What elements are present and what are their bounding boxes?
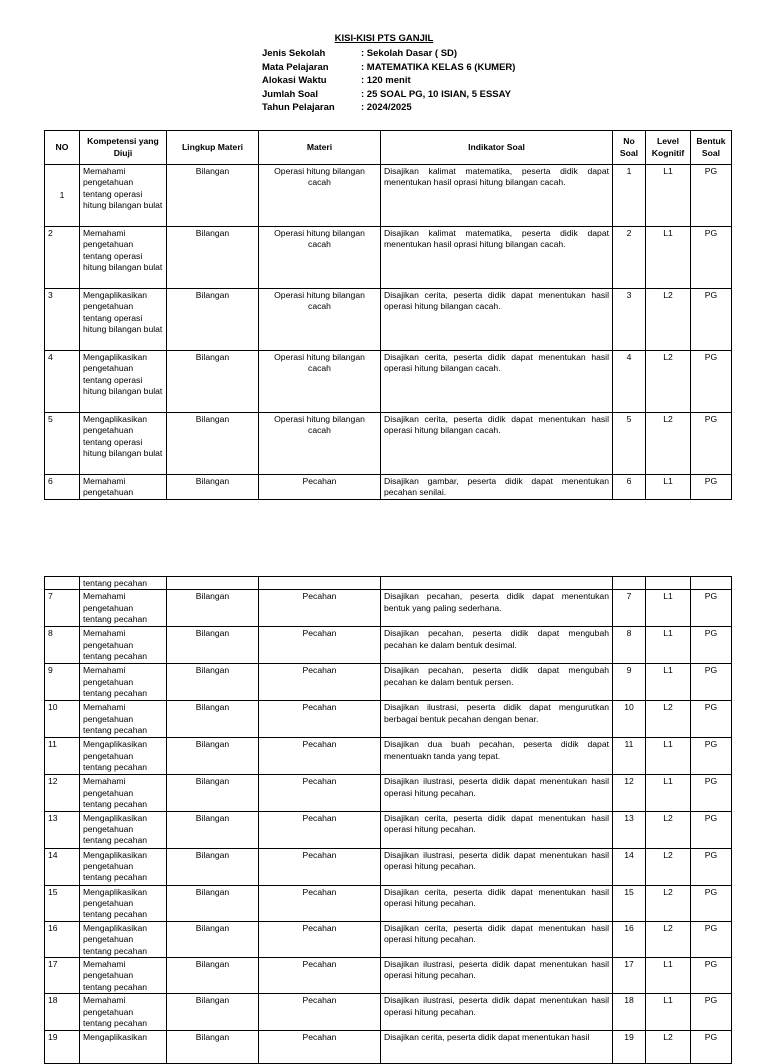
cell-bentuk: PG — [691, 475, 732, 500]
cell-no-soal: 12 — [613, 775, 646, 811]
cell-lingkup: Bilangan — [167, 590, 259, 627]
cell-lingkup: Bilangan — [167, 1030, 259, 1063]
cell-no: 18 — [45, 994, 80, 1030]
cell-no-soal: 14 — [613, 848, 646, 885]
table-row — [45, 413, 732, 475]
cell-materi: Pecahan — [259, 848, 381, 885]
cell-lingkup: Bilangan — [167, 664, 259, 701]
cell-level: L1 — [646, 590, 691, 627]
cell-materi: Pecahan — [259, 701, 381, 738]
cell-kompetensi: Memahami pengetahuan tentang pecahan — [80, 664, 167, 701]
cell-no: 15 — [45, 885, 80, 921]
cell-level: L2 — [646, 1030, 691, 1063]
meta-row-school — [262, 47, 515, 61]
header-no: NO — [45, 131, 80, 165]
cell-kompetensi: Memahami pengetahuan tentang pecahan — [80, 627, 167, 664]
cell-kompetensi: Memahami pengetahuan tentang operasi hitung bilangan bulat — [80, 165, 167, 227]
cell-no: 7 — [45, 590, 80, 627]
cell-bentuk: PG — [691, 958, 732, 994]
document-meta — [262, 47, 515, 115]
cell-materi: Pecahan — [259, 475, 381, 500]
cell-no: 3 — [45, 289, 80, 351]
cell-kompetensi: Memahami pengetahuan — [80, 475, 167, 500]
cell-kompetensi: Memahami pengetahuan tentang pecahan — [80, 590, 167, 627]
cell-materi: Operasi hitung bilangan cacah — [259, 289, 381, 351]
cell-no-soal: 18 — [613, 994, 646, 1030]
header-level: Level Kognitif — [646, 131, 691, 165]
cell-level: L2 — [646, 921, 691, 957]
cell-bentuk: PG — [691, 885, 732, 921]
cell-level: L2 — [646, 351, 691, 413]
cell-indikator: Disajikan cerita, peserta didik dapat menentukan hasil operasi hitung pecahan. — [381, 921, 613, 957]
cell-indikator: Disajikan ilustrasi, peserta didik dapat menentukan hasil operasi hitung pecahan. — [381, 848, 613, 885]
header-kompetensi: Kompetensi yang Diuji — [80, 131, 167, 165]
cell-materi: Pecahan — [259, 775, 381, 811]
cell-kompetensi: Mengaplikasikan — [80, 1030, 167, 1063]
cell-level: L1 — [646, 958, 691, 994]
table-row — [45, 811, 732, 848]
cell-lingkup: Bilangan — [167, 775, 259, 811]
cell-level: L1 — [646, 227, 691, 289]
cell-bentuk: PG — [691, 664, 732, 701]
cell-materi: Pecahan — [259, 738, 381, 775]
table-row — [45, 165, 732, 227]
cell-materi: Pecahan — [259, 994, 381, 1030]
cell-kompetensi: Mengaplikasikan pengetahuan tentang operasi hitung bilangan bulat — [80, 351, 167, 413]
cell-lingkup: Bilangan — [167, 958, 259, 994]
table-row — [45, 738, 732, 775]
cell-bentuk: PG — [691, 738, 732, 775]
table-row — [45, 627, 732, 664]
grid-table-page2 — [44, 576, 732, 1064]
cell-level: L2 — [646, 885, 691, 921]
cell-level: L2 — [646, 413, 691, 475]
table-row — [45, 1030, 732, 1063]
cell-no-soal: 6 — [613, 475, 646, 500]
cell-no-soal: 8 — [613, 627, 646, 664]
cell-materi: Pecahan — [259, 811, 381, 848]
meta-row-year — [262, 101, 515, 115]
cell-no-soal: 11 — [613, 738, 646, 775]
cell-no: 9 — [45, 664, 80, 701]
cell-kompetensi: Mengaplikasikan pengetahuan tentang operasi hitung bilangan bulat — [80, 413, 167, 475]
cell-indikator: Disajikan ilustrasi, peserta didik dapat menentukan hasil operasi hitung pecahan. — [381, 958, 613, 994]
cell-indikator: Disajikan dua buah pecahan, peserta didik dapat menentuakn tanda yang tepat. — [381, 738, 613, 775]
cell-indikator: Disajikan kalimat matematika, peserta didik dapat menentukan hasil oprasi hitung bilangan cacah. — [381, 165, 613, 227]
cell-bentuk: PG — [691, 994, 732, 1030]
cell-indikator: Disajikan ilustrasi, peserta didik dapat menentukan hasil operasi hitung pecahan. — [381, 994, 613, 1030]
table-row — [45, 775, 732, 811]
grid-table-page1 — [44, 130, 732, 500]
cell-no: 1 — [45, 165, 80, 227]
cell-no: 6 — [45, 475, 80, 500]
cell-lingkup: Bilangan — [167, 921, 259, 957]
cell-no: 17 — [45, 958, 80, 994]
cell-no: 11 — [45, 738, 80, 775]
cell-indikator: Disajikan cerita, peserta didik dapat menentukan hasil operasi hitung bilangan cacah. — [381, 289, 613, 351]
meta-value: : 25 SOAL PG, 10 ISIAN, 5 ESSAY — [361, 88, 511, 100]
cell-kompetensi: Memahami pengetahuan tentang pecahan — [80, 994, 167, 1030]
cell-bentuk: PG — [691, 165, 732, 227]
cell-no-soal: 16 — [613, 921, 646, 957]
cell-kompetensi: Mengaplikasikan pengetahuan tentang pecahan — [80, 921, 167, 957]
table-header-row — [45, 131, 732, 165]
cell-no: 14 — [45, 848, 80, 885]
cell-no-soal: 19 — [613, 1030, 646, 1063]
cell-kompetensi: Mengaplikasikan pengetahuan tentang pecahan — [80, 738, 167, 775]
cell-bentuk: PG — [691, 413, 732, 475]
cell-no-soal: 5 — [613, 413, 646, 475]
cell-indikator: Disajikan pecahan, peserta didik dapat menentukan bentuk yang paling sederhana. — [381, 590, 613, 627]
cell-no-soal: 2 — [613, 227, 646, 289]
cell-indikator: Disajikan cerita, peserta didik dapat menentukan hasil — [381, 1030, 613, 1063]
cell-materi: Pecahan — [259, 590, 381, 627]
cell-level: L1 — [646, 664, 691, 701]
cell-no-soal: 9 — [613, 664, 646, 701]
cell-materi: Pecahan — [259, 1030, 381, 1063]
meta-value: : Sekolah Dasar ( SD) — [361, 48, 458, 59]
cell-lingkup: Bilangan — [167, 738, 259, 775]
cell-lingkup: Bilangan — [167, 811, 259, 848]
meta-key: Jumlah Soal — [262, 88, 318, 100]
table-row — [45, 701, 732, 738]
table-row — [45, 475, 732, 500]
cell-no-soal: 1 — [613, 165, 646, 227]
cell-bentuk: PG — [691, 848, 732, 885]
cell-kompetensi: Memahami pengetahuan tentang pecahan — [80, 701, 167, 738]
meta-value: : 120 menit — [361, 75, 411, 87]
cell-indikator: Disajikan cerita, peserta didik dapat menentukan hasil operasi hitung pecahan. — [381, 885, 613, 921]
cell-lingkup: Bilangan — [167, 289, 259, 351]
cell-materi: Operasi hitung bilangan cacah — [259, 227, 381, 289]
cell-no-soal: 3 — [613, 289, 646, 351]
cell-level: L2 — [646, 701, 691, 738]
meta-row-count — [262, 88, 515, 102]
table-row — [45, 921, 732, 957]
cell-bentuk: PG — [691, 627, 732, 664]
cell-bentuk: PG — [691, 351, 732, 413]
cell-indikator: Disajikan cerita, peserta didik dapat menentukan hasil operasi hitung pecahan. — [381, 811, 613, 848]
header-bentuk: Bentuk Soal — [691, 131, 732, 165]
cell-no-soal: 15 — [613, 885, 646, 921]
cell-level: L1 — [646, 994, 691, 1030]
meta-value: : MATEMATIKA KELAS 6 (KUMER) — [361, 61, 516, 73]
cell-no-soal: 4 — [613, 351, 646, 413]
cell-level: L1 — [646, 775, 691, 811]
cell-lingkup: Bilangan — [167, 994, 259, 1030]
cell-lingkup: Bilangan — [167, 848, 259, 885]
cell-materi: Pecahan — [259, 627, 381, 664]
cell-indikator: Disajikan cerita, peserta didik dapat menentukan hasil operasi hitung bilangan cacah. — [381, 413, 613, 475]
cell-lingkup: Bilangan — [167, 627, 259, 664]
cell-bentuk: PG — [691, 811, 732, 848]
cell-kompetensi: Mengaplikasikan pengetahuan tentang operasi hitung bilangan bulat — [80, 289, 167, 351]
page-title: KISI-KISI PTS GANJIL — [334, 33, 434, 44]
cell-lingkup: Bilangan — [167, 475, 259, 500]
header-lingkup: Lingkup Materi — [167, 131, 259, 165]
cell-bentuk: PG — [691, 921, 732, 957]
cell-no: 16 — [45, 921, 80, 957]
table-row — [45, 885, 732, 921]
cell-kompetensi: tentang pecahan — [80, 577, 167, 590]
cell-no-soal: 17 — [613, 958, 646, 994]
cell-lingkup: Bilangan — [167, 413, 259, 475]
cell-materi: Operasi hitung bilangan cacah — [259, 351, 381, 413]
meta-value: : 2024/2025 — [361, 102, 412, 114]
header-materi: Materi — [259, 131, 381, 165]
cell-materi: Pecahan — [259, 958, 381, 994]
cell-no: 12 — [45, 775, 80, 811]
cell-indikator: Disajikan pecahan, peserta didik dapat mengubah pecahan ke dalam bentuk desimal. — [381, 627, 613, 664]
cell-indikator: Disajikan ilustrasi, peserta didik dapat mengurutkan berbagai bentuk pecahan dengan benar. — [381, 701, 613, 738]
table-row — [45, 227, 732, 289]
cell-no: 8 — [45, 627, 80, 664]
cell-kompetensi: Memahami pengetahuan tentang pecahan — [80, 958, 167, 994]
meta-row-time — [262, 74, 515, 88]
meta-key: Mata Pelajaran — [262, 61, 329, 73]
table-row — [45, 994, 732, 1030]
cell-no-soal: 7 — [613, 590, 646, 627]
cell-indikator: Disajikan cerita, peserta didik dapat menentukan hasil operasi hitung bilangan cacah. — [381, 351, 613, 413]
cell-indikator: Disajikan kalimat matematika, peserta didik dapat menentukan hasil oprasi hitung bilangan cacah. — [381, 227, 613, 289]
cell-no-soal: 13 — [613, 811, 646, 848]
cell-indikator: Disajikan ilustrasi, peserta didik dapat menentukan hasil operasi hitung pecahan. — [381, 775, 613, 811]
cell-kompetensi: Mengaplikasikan pengetahuan tentang pecahan — [80, 811, 167, 848]
cell-bentuk: PG — [691, 227, 732, 289]
table-row — [45, 590, 732, 627]
cell-materi: Pecahan — [259, 664, 381, 701]
meta-key: Tahun Pelajaran — [262, 102, 335, 114]
cell-bentuk: PG — [691, 775, 732, 811]
cell-no: 2 — [45, 227, 80, 289]
cell-level: L2 — [646, 811, 691, 848]
cell-no: 13 — [45, 811, 80, 848]
cell-lingkup: Bilangan — [167, 885, 259, 921]
cell-materi: Pecahan — [259, 885, 381, 921]
cell-level: L1 — [646, 738, 691, 775]
cell-kompetensi: Mengaplikasikan pengetahuan tentang pecahan — [80, 848, 167, 885]
meta-key: Alokasi Waktu — [262, 75, 327, 87]
cell-lingkup: Bilangan — [167, 165, 259, 227]
cell-no: 4 — [45, 351, 80, 413]
table-row-continuation — [45, 577, 732, 590]
header-no-soal: No Soal — [613, 131, 646, 165]
cell-lingkup: Bilangan — [167, 227, 259, 289]
cell-materi: Pecahan — [259, 921, 381, 957]
cell-no: 5 — [45, 413, 80, 475]
cell-level: L1 — [646, 165, 691, 227]
cell-materi: Operasi hitung bilangan cacah — [259, 413, 381, 475]
cell-kompetensi: Memahami pengetahuan tentang operasi hitung bilangan bulat — [80, 227, 167, 289]
cell-bentuk: PG — [691, 590, 732, 627]
cell-level: L1 — [646, 627, 691, 664]
cell-level: L2 — [646, 848, 691, 885]
table-row — [45, 958, 732, 994]
cell-no: 19 — [45, 1030, 80, 1063]
cell-kompetensi: Mengaplikasikan pengetahuan tentang pecahan — [80, 885, 167, 921]
cell-materi: Operasi hitung bilangan cacah — [259, 165, 381, 227]
table-row — [45, 664, 732, 701]
cell-bentuk: PG — [691, 701, 732, 738]
header-indikator: Indikator Soal — [381, 131, 613, 165]
table-row — [45, 289, 732, 351]
cell-indikator: Disajikan pecahan, peserta didik dapat mengubah pecahan ke dalam bentuk persen. — [381, 664, 613, 701]
cell-no: 10 — [45, 701, 80, 738]
cell-lingkup: Bilangan — [167, 701, 259, 738]
cell-kompetensi: Memahami pengetahuan tentang pecahan — [80, 775, 167, 811]
table-row — [45, 351, 732, 413]
cell-level: L1 — [646, 475, 691, 500]
cell-level: L2 — [646, 289, 691, 351]
cell-indikator: Disajikan gambar, peserta didik dapat menentukan pecahan senilai. — [381, 475, 613, 500]
table-row — [45, 848, 732, 885]
cell-lingkup: Bilangan — [167, 351, 259, 413]
cell-bentuk: PG — [691, 1030, 732, 1063]
cell-no-soal: 10 — [613, 701, 646, 738]
meta-row-subject — [262, 61, 515, 75]
cell-bentuk: PG — [691, 289, 732, 351]
meta-key: Jenis Sekolah — [262, 48, 326, 59]
